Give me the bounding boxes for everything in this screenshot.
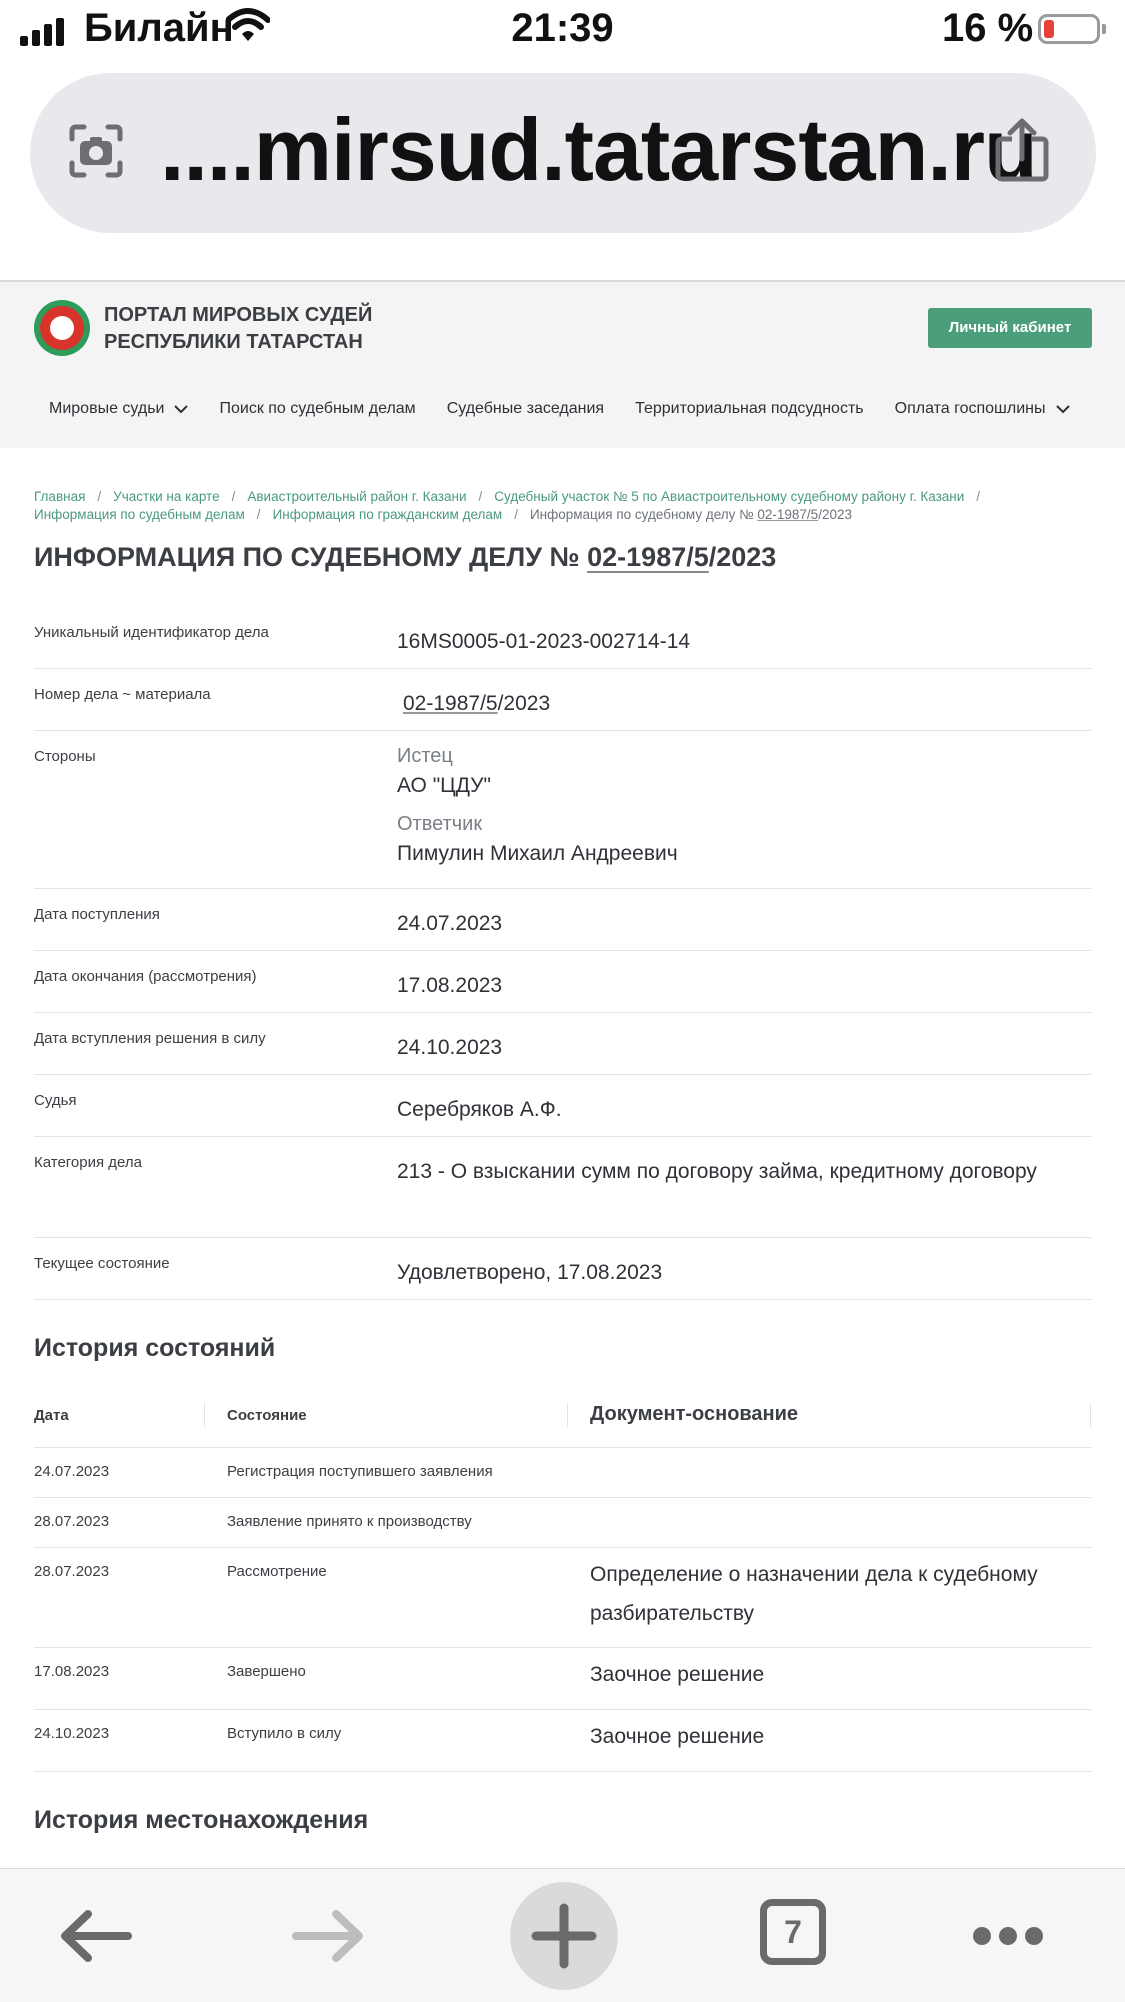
history-table-header — [34, 1403, 1092, 1448]
case-number-value-rest: /2023 — [497, 692, 551, 715]
nav-item-label: Оплата госпошлины — [894, 400, 1046, 417]
plus-icon — [510, 1882, 618, 1990]
info-value: 17.08.2023 — [397, 974, 503, 997]
breadcrumb-district[interactable]: Авиастроительный район г. Казани — [247, 489, 467, 504]
info-label: Стороны — [34, 748, 96, 765]
camera-search-icon[interactable] — [68, 123, 124, 184]
nav-item-label: Судебные заседания — [446, 400, 605, 417]
history-date: 24.07.2023 — [34, 1463, 110, 1480]
info-value — [397, 684, 1087, 723]
nav-item-label: Мировые судьи — [49, 400, 165, 417]
history-date: 24.10.2023 — [34, 1725, 110, 1742]
parties-block — [397, 742, 1087, 870]
breadcrumb-separator: / — [976, 489, 981, 504]
info-row-received-date — [34, 888, 1092, 951]
info-value: Удовлетворено, 17.08.2023 — [397, 1261, 663, 1284]
site-header — [0, 280, 1125, 448]
info-label: Дата окончания (рассмотрения) — [34, 968, 257, 985]
info-row-end-date — [34, 950, 1092, 1013]
info-value: 16MS0005-01-2023-002714-14 — [397, 630, 691, 653]
breadcrumb-civil-cases[interactable]: Информация по гражданским делам — [272, 507, 503, 522]
portal-title[interactable] — [104, 302, 372, 356]
status-bar — [0, 0, 1125, 62]
tatarstan-emblem-logo[interactable] — [34, 300, 90, 356]
tabs-button[interactable]: 7 — [760, 1899, 826, 1965]
history-document: Заочное решение — [590, 1725, 765, 1748]
info-row-uid — [34, 606, 1092, 669]
defendant-role: Ответчик — [397, 813, 483, 835]
breadcrumb-separator: / — [478, 489, 483, 504]
status-history-heading: История состояний — [34, 1334, 276, 1362]
table-row — [34, 1709, 1092, 1772]
breadcrumb-court-section[interactable]: Судебный участок № 5 по Авиастроительному судебному району г. Казани — [494, 489, 965, 504]
page-title-prefix: ИНФОРМАЦИЯ ПО СУДЕБНОМУ ДЕЛУ № — [34, 542, 588, 572]
location-history-heading: История местонахождения — [34, 1806, 369, 1834]
breadcrumb-separator: / — [514, 507, 518, 522]
chevron-down-icon — [174, 405, 188, 414]
url-text[interactable]: ....mirsud.tatarstan.ru — [160, 100, 1037, 199]
info-row-judge — [34, 1074, 1092, 1137]
history-state: Регистрация поступившего заявления — [227, 1463, 493, 1480]
page-title-num-rest: /2023 — [708, 542, 777, 572]
nav-item-label: Территориальная подсудность — [635, 400, 864, 417]
info-row-status — [34, 1237, 1092, 1300]
info-label: Судья — [34, 1092, 77, 1109]
history-state: Вступило в силу — [227, 1725, 342, 1742]
info-label: Номер дела ~ материала — [34, 686, 211, 703]
history-document: Заочное решение — [590, 1663, 765, 1686]
breadcrumb-current — [530, 507, 852, 522]
info-label: Дата вступления решения в силу — [34, 1030, 266, 1047]
more-icon[interactable] — [972, 1925, 1044, 1952]
case-number-value-link[interactable]: 02-1987/5 — [403, 692, 498, 715]
battery-percent: 16 % — [942, 6, 1034, 50]
info-value: 213 - О взыскании сумм по договору займа, кредитному договору — [397, 1160, 1037, 1183]
forward-arrow-icon[interactable] — [292, 1909, 366, 1968]
nav-item-judges[interactable] — [49, 400, 188, 418]
history-document: Определение о назначении дела к судебному разбирательству — [590, 1563, 1038, 1625]
browser-toolbar — [0, 1868, 1125, 2002]
info-row-category — [34, 1136, 1092, 1238]
personal-cabinet-button[interactable]: Личный кабинет — [928, 308, 1092, 348]
nav-item-fee-payment[interactable] — [895, 400, 1070, 418]
breadcrumb-home[interactable]: Главная — [34, 489, 86, 504]
info-value: 24.10.2023 — [397, 1036, 503, 1059]
history-state: Рассмотрение — [227, 1563, 327, 1580]
history-state: Заявление принято к производству — [227, 1513, 472, 1530]
share-icon[interactable] — [994, 117, 1050, 188]
back-arrow-icon[interactable] — [58, 1909, 132, 1968]
history-state: Завершено — [227, 1663, 306, 1680]
history-date: 17.08.2023 — [34, 1663, 110, 1680]
history-header-document: Документ-основание — [590, 1403, 799, 1425]
battery-icon — [1038, 14, 1100, 44]
carrier-name: Билайн — [84, 6, 234, 50]
breadcrumb-current-num-link[interactable]: 02-1987/5 — [757, 507, 819, 522]
breadcrumb-separator: / — [256, 507, 261, 522]
nav-item-hearings[interactable] — [447, 400, 604, 418]
info-label: Категория дела — [34, 1154, 142, 1171]
nav-item-label: Поиск по судебным делам — [219, 400, 416, 417]
chevron-down-icon — [1056, 405, 1070, 414]
portal-title-line1: ПОРТАЛ МИРОВЫХ СУДЕЙ — [104, 304, 373, 326]
clock: 21:39 — [511, 6, 614, 50]
main-nav — [49, 400, 1101, 418]
plaintiff-role: Истец — [397, 745, 453, 767]
info-label: Дата поступления — [34, 906, 160, 923]
nav-item-case-search[interactable] — [219, 400, 415, 418]
breadcrumb-map[interactable]: Участки на карте — [113, 489, 220, 504]
plaintiff-name: АО "ЦДУ" — [397, 774, 491, 797]
defendant-name: Пимулин Михаил Андреевич — [397, 842, 678, 865]
history-date: 28.07.2023 — [34, 1513, 110, 1530]
table-row — [34, 1647, 1092, 1710]
table-row — [34, 1497, 1092, 1548]
column-divider — [567, 1403, 568, 1427]
info-value: Серебряков А.Ф. — [397, 1098, 562, 1121]
info-label: Уникальный идентификатор дела — [34, 624, 269, 641]
breadcrumb-separator: / — [97, 489, 102, 504]
breadcrumb-current-prefix: Информация по судебному делу № — [529, 507, 758, 522]
column-divider — [204, 1403, 205, 1427]
table-row — [34, 1547, 1092, 1648]
history-header-date: Дата — [34, 1407, 69, 1424]
info-row-in-force-date — [34, 1012, 1092, 1075]
case-number-link[interactable]: 02-1987/5 — [587, 542, 709, 572]
history-header-state: Состояние — [227, 1407, 307, 1424]
info-label: Текущее состояние — [34, 1255, 170, 1272]
history-date: 28.07.2023 — [34, 1563, 110, 1580]
breadcrumb-case-info[interactable]: Информация по судебным делам — [34, 507, 245, 522]
new-tab-button[interactable] — [510, 1882, 618, 1990]
info-row-case-number — [34, 668, 1092, 731]
table-row — [34, 1447, 1092, 1498]
nav-item-jurisdiction[interactable] — [635, 400, 864, 418]
address-bar[interactable] — [30, 73, 1096, 233]
breadcrumb-separator: / — [231, 489, 236, 504]
breadcrumb-current-num-rest: /2023 — [818, 507, 852, 522]
column-divider — [1090, 1403, 1091, 1427]
info-row-parties — [34, 730, 1092, 889]
breadcrumb — [34, 488, 1092, 524]
info-value: 24.07.2023 — [397, 912, 503, 935]
portal-title-line2: РЕСПУБЛИКИ ТАТАРСТАН — [104, 331, 363, 353]
page-title — [34, 542, 776, 573]
